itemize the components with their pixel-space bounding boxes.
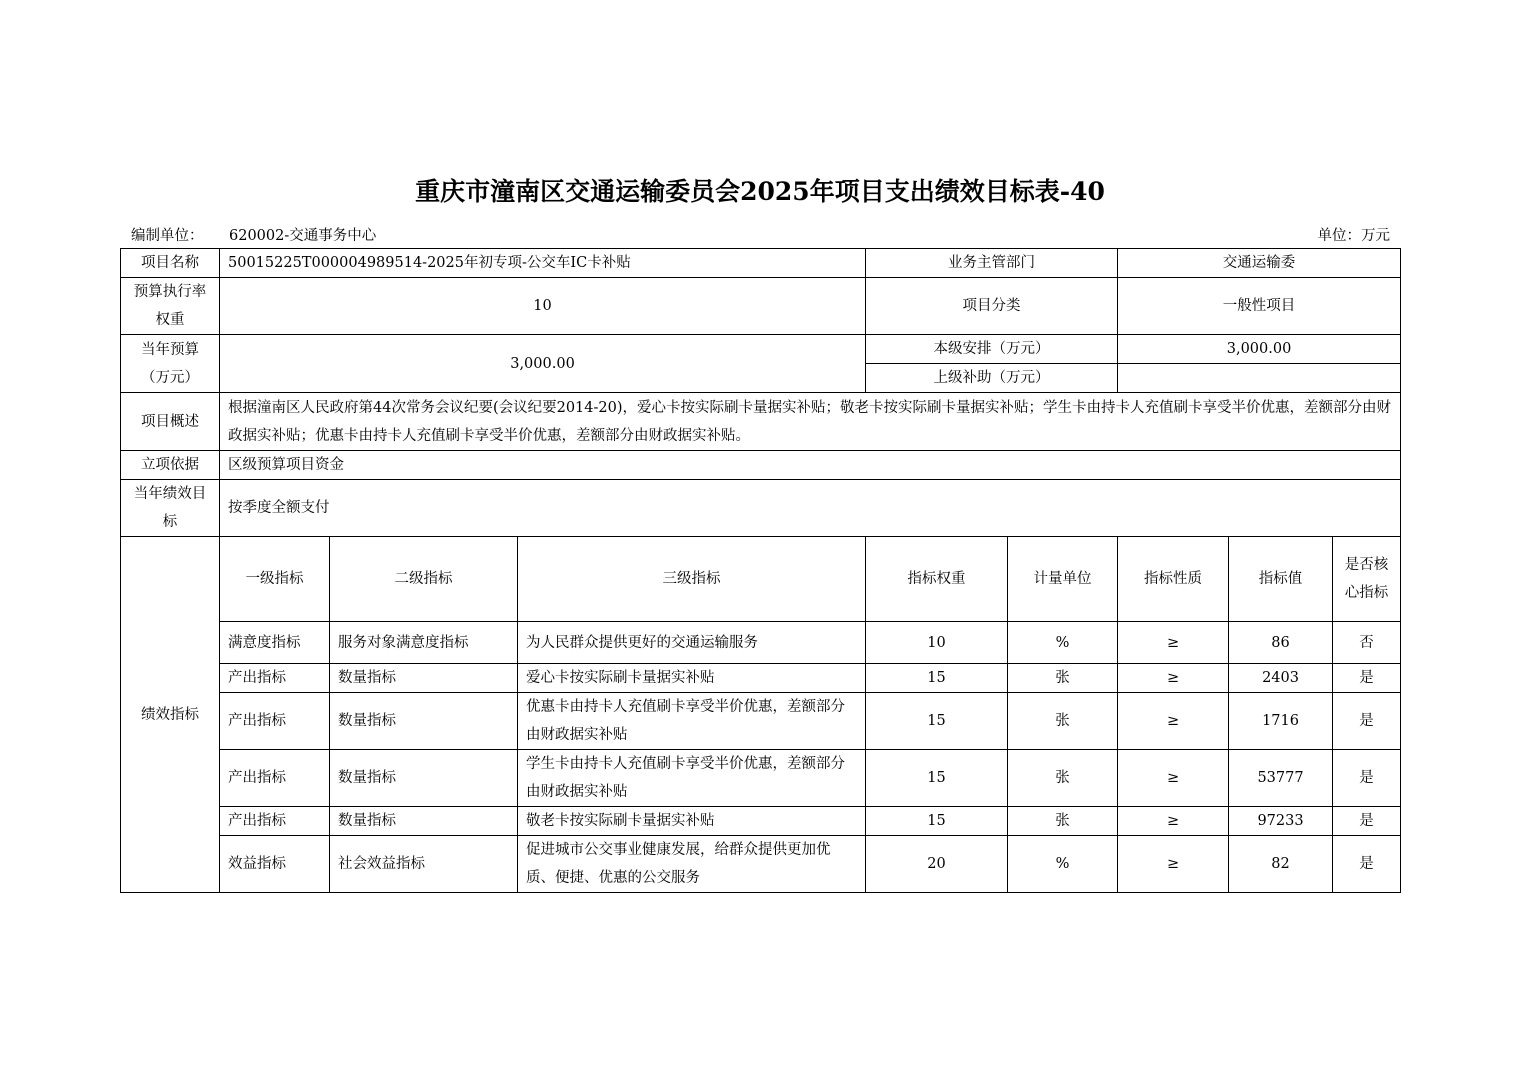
category-label: 项目分类 bbox=[866, 278, 1118, 335]
row-l3: 为人民群众提供更好的交通运输服务 bbox=[518, 622, 866, 664]
row-core: 是 bbox=[1333, 750, 1401, 807]
row-l1: 产出指标 bbox=[220, 664, 330, 693]
upper-label: 上级补助（万元） bbox=[866, 364, 1118, 393]
upper-value bbox=[1118, 364, 1401, 393]
row-nature: ≥ bbox=[1118, 836, 1229, 893]
row-value: 53777 bbox=[1229, 750, 1333, 807]
row-l2: 数量指标 bbox=[330, 807, 518, 836]
header-nature: 指标性质 bbox=[1118, 537, 1229, 622]
header-level2: 二级指标 bbox=[330, 537, 518, 622]
row-value: 1716 bbox=[1229, 693, 1333, 750]
org-label: 编制单位： bbox=[131, 228, 204, 244]
row-weight: 15 bbox=[866, 664, 1008, 693]
row-weight: 15 bbox=[866, 750, 1008, 807]
row-core: 是 bbox=[1333, 836, 1401, 893]
row-unit: % bbox=[1008, 622, 1118, 664]
org-info bbox=[131, 224, 377, 245]
row-unit: 张 bbox=[1008, 693, 1118, 750]
year-budget-value: 3,000.00 bbox=[220, 335, 866, 393]
indicators-label: 绩效指标 bbox=[121, 537, 220, 893]
row-unit: 张 bbox=[1008, 664, 1118, 693]
table-row bbox=[121, 664, 1401, 693]
row-core: 否 bbox=[1333, 622, 1401, 664]
row-unit: % bbox=[1008, 836, 1118, 893]
project-name-value: 50015225T000004989514-2025年初专项-公交车IC卡补贴 bbox=[220, 249, 866, 278]
row-value: 82 bbox=[1229, 836, 1333, 893]
table-row bbox=[121, 807, 1401, 836]
row-l3: 学生卡由持卡人充值刷卡享受半价优惠，差额部分由财政据实补贴 bbox=[518, 750, 866, 807]
row-l1: 满意度指标 bbox=[220, 622, 330, 664]
goal-label: 当年绩效目标 bbox=[121, 480, 220, 537]
row-weight: 10 bbox=[866, 622, 1008, 664]
local-label: 本级安排（万元） bbox=[866, 335, 1118, 364]
row-l3: 优惠卡由持卡人充值刷卡享受半价优惠，差额部分由财政据实补贴 bbox=[518, 693, 866, 750]
table-row bbox=[121, 750, 1401, 807]
header-core: 是否核心指标 bbox=[1333, 537, 1401, 622]
row-l3: 促进城市公交事业健康发展，给群众提供更加优质、便捷、优惠的公交服务 bbox=[518, 836, 866, 893]
row-l2: 数量指标 bbox=[330, 664, 518, 693]
local-value: 3,000.00 bbox=[1118, 335, 1401, 364]
budget-rate-value: 10 bbox=[220, 278, 866, 335]
performance-table bbox=[120, 248, 1401, 893]
row-l1: 产出指标 bbox=[220, 807, 330, 836]
row-weight: 15 bbox=[866, 807, 1008, 836]
overview-label: 项目概述 bbox=[121, 393, 220, 451]
header-weight: 指标权重 bbox=[866, 537, 1008, 622]
category-value: 一般性项目 bbox=[1118, 278, 1401, 335]
row-weight: 20 bbox=[866, 836, 1008, 893]
dept-value: 交通运输委 bbox=[1118, 249, 1401, 278]
overview-value: 根据潼南区人民政府第44次常务会议纪要(会议纪要2014-20)，爱心卡按实际刷卡量据实补贴；敬老卡按实际刷卡量据实补贴；学生卡由持卡人充值刷卡享受半价优惠，差额部分由财政据实补贴；优惠卡由持卡人充值刷卡享受半价优惠，差额部分由财政据实补贴。 bbox=[220, 393, 1401, 451]
row-l3: 爱心卡按实际刷卡量据实补贴 bbox=[518, 664, 866, 693]
row-l3: 敬老卡按实际刷卡量据实补贴 bbox=[518, 807, 866, 836]
table-row bbox=[121, 622, 1401, 664]
row-value: 86 bbox=[1229, 622, 1333, 664]
row-l2: 社会效益指标 bbox=[330, 836, 518, 893]
unit-info: 单位：万元 bbox=[1317, 228, 1390, 244]
goal-value: 按季度全额支付 bbox=[220, 480, 1401, 537]
page-title: 重庆市潼南区交通运输委员会2025年项目支出绩效目标表-40 bbox=[415, 177, 1105, 206]
header-level3: 三级指标 bbox=[518, 537, 866, 622]
row-nature: ≥ bbox=[1118, 664, 1229, 693]
row-l2: 数量指标 bbox=[330, 693, 518, 750]
row-nature: ≥ bbox=[1118, 750, 1229, 807]
row-nature: ≥ bbox=[1118, 622, 1229, 664]
basis-label: 立项依据 bbox=[121, 451, 220, 480]
row-unit: 张 bbox=[1008, 750, 1118, 807]
row-core: 是 bbox=[1333, 664, 1401, 693]
row-unit: 张 bbox=[1008, 807, 1118, 836]
table-row bbox=[121, 693, 1401, 750]
row-weight: 15 bbox=[866, 693, 1008, 750]
header-level1: 一级指标 bbox=[220, 537, 330, 622]
budget-rate-label: 预算执行率权重 bbox=[121, 278, 220, 335]
dept-label: 业务主管部门 bbox=[866, 249, 1118, 278]
row-l2: 服务对象满意度指标 bbox=[330, 622, 518, 664]
table-row bbox=[121, 836, 1401, 893]
row-value: 97233 bbox=[1229, 807, 1333, 836]
header-value: 指标值 bbox=[1229, 537, 1333, 622]
basis-value: 区级预算项目资金 bbox=[220, 451, 1401, 480]
row-core: 是 bbox=[1333, 693, 1401, 750]
org-value: 620002-交通事务中心 bbox=[229, 228, 377, 244]
row-l1: 产出指标 bbox=[220, 693, 330, 750]
row-nature: ≥ bbox=[1118, 807, 1229, 836]
row-l1: 产出指标 bbox=[220, 750, 330, 807]
row-value: 2403 bbox=[1229, 664, 1333, 693]
row-l2: 数量指标 bbox=[330, 750, 518, 807]
year-budget-label: 当年预算（万元） bbox=[121, 335, 220, 393]
project-name-label: 项目名称 bbox=[121, 249, 220, 278]
row-core: 是 bbox=[1333, 807, 1401, 836]
row-l1: 效益指标 bbox=[220, 836, 330, 893]
row-nature: ≥ bbox=[1118, 693, 1229, 750]
header-unit: 计量单位 bbox=[1008, 537, 1118, 622]
